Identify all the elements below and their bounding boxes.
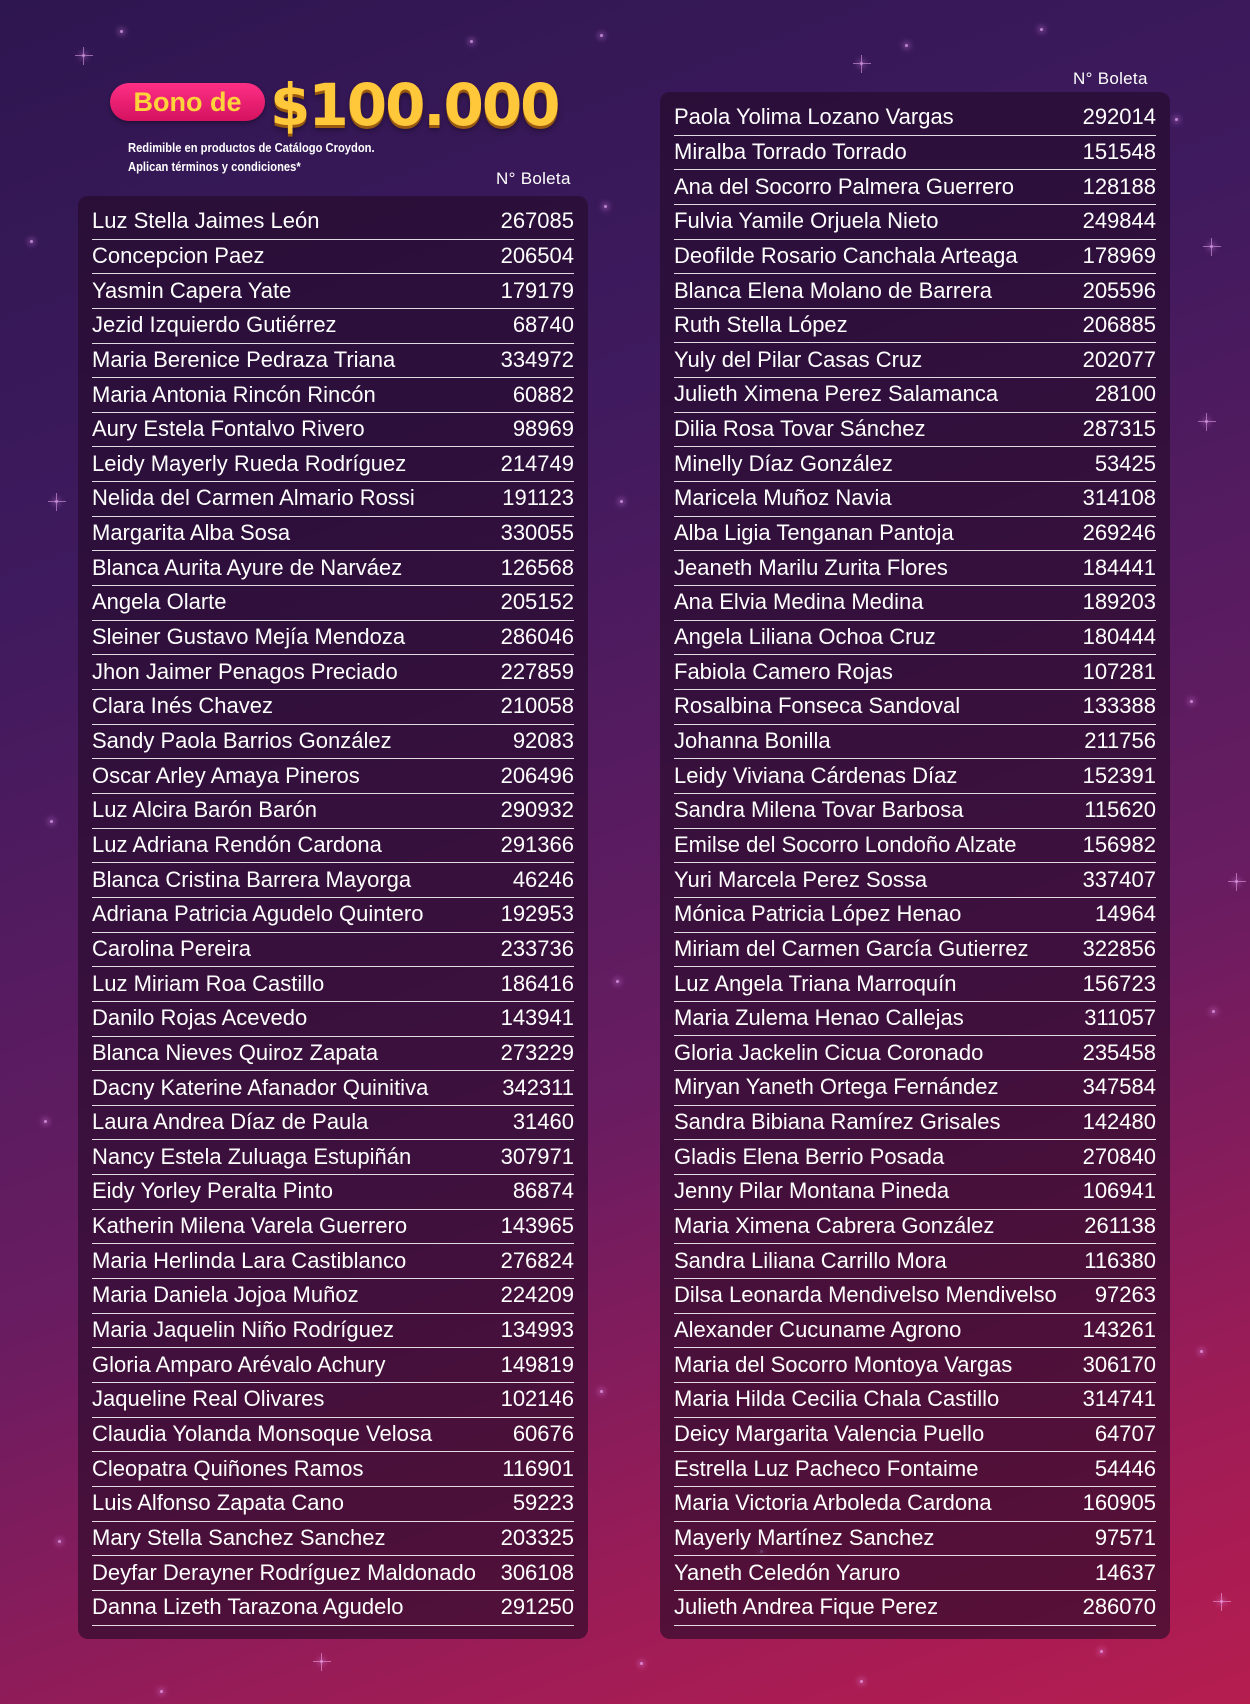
sparkle xyxy=(82,54,85,57)
winner-row xyxy=(92,1278,574,1314)
ticket-number: 276824 xyxy=(500,1247,574,1273)
winner-row xyxy=(92,585,574,621)
ticket-number: 102146 xyxy=(500,1386,574,1412)
winner-name: Katherin Milena Varela Guerrero xyxy=(92,1213,408,1239)
winner-row xyxy=(674,862,1156,898)
winner-name: Luis Alfonso Zapata Cano xyxy=(92,1490,344,1516)
winner-name: Jezid Izquierdo Gutiérrez xyxy=(92,312,337,338)
sparkle xyxy=(1205,420,1208,423)
left-column-header: N° Boleta xyxy=(496,169,571,188)
winner-name: Eidy Yorley Peralta Pinto xyxy=(92,1178,333,1204)
winner-name: Sandra Milena Tovar Barbosa xyxy=(674,797,964,823)
winner-name: Mayerly Martínez Sanchez xyxy=(674,1524,935,1550)
winner-name: Aury Estela Fontalvo Rivero xyxy=(92,416,365,442)
winner-row xyxy=(674,550,1156,586)
winner-row xyxy=(674,689,1156,725)
winner-row xyxy=(92,966,574,1002)
winner-row xyxy=(92,308,574,344)
winner-row xyxy=(92,1382,574,1418)
ticket-number: 202077 xyxy=(1082,346,1156,372)
ticket-number: 206496 xyxy=(500,762,574,788)
ticket-number: 107281 xyxy=(1082,658,1156,684)
winner-row xyxy=(92,1417,574,1453)
ticket-number: 151548 xyxy=(1082,138,1156,164)
winner-row xyxy=(674,828,1156,864)
ticket-number: 152391 xyxy=(1082,762,1156,788)
winner-name: Jenny Pilar Montana Pineda xyxy=(674,1178,950,1204)
sparkle xyxy=(1175,118,1178,121)
winner-row xyxy=(674,1451,1156,1487)
sparkle xyxy=(860,1680,863,1683)
sparkle xyxy=(50,820,53,823)
ticket-number: 115620 xyxy=(1084,797,1156,823)
winner-name: Ruth Stella López xyxy=(674,312,848,338)
winner-row xyxy=(674,273,1156,309)
winner-name: Oscar Arley Amaya Pineros xyxy=(92,762,360,788)
winner-row xyxy=(674,1174,1156,1210)
winner-row xyxy=(674,932,1156,968)
ticket-number: 211756 xyxy=(1084,727,1156,753)
winner-row xyxy=(92,1209,574,1245)
sparkle xyxy=(470,40,473,43)
ticket-number: 233736 xyxy=(500,935,574,961)
winner-name: Maria Jaquelin Niño Rodríguez xyxy=(92,1317,395,1343)
winner-row xyxy=(674,1070,1156,1106)
sparkle xyxy=(30,240,33,243)
winner-name: Sleiner Gustavo Mejía Mendoza xyxy=(92,624,406,650)
winner-row xyxy=(674,1382,1156,1418)
winner-name: Deicy Margarita Valencia Puello xyxy=(674,1420,985,1446)
sparkle xyxy=(860,62,863,65)
winner-name: Maria Victoria Arboleda Cardona xyxy=(674,1490,992,1516)
winner-name: Nancy Estela Zuluaga Estupiñán xyxy=(92,1143,412,1169)
ticket-number: 249844 xyxy=(1082,208,1156,234)
winner-row xyxy=(92,204,574,240)
winner-name: Maricela Muñoz Navia xyxy=(674,485,892,511)
winner-name: Blanca Nieves Quiroz Zapata xyxy=(92,1039,379,1065)
ticket-number: 290932 xyxy=(500,797,574,823)
ticket-number: 178969 xyxy=(1082,242,1156,268)
winner-row xyxy=(92,1140,574,1176)
ticket-number: 160905 xyxy=(1082,1490,1156,1516)
sparkle xyxy=(320,1660,323,1663)
ticket-number: 286070 xyxy=(1082,1594,1156,1620)
winner-row xyxy=(92,239,574,275)
winner-name: Luz Angela Triana Marroquín xyxy=(674,970,957,996)
winner-row xyxy=(674,1278,1156,1314)
sparkle xyxy=(905,44,908,47)
winner-name: Alexander Cucuname Agrono xyxy=(674,1317,962,1343)
winner-row xyxy=(674,620,1156,656)
ticket-number: 269246 xyxy=(1082,520,1156,546)
winner-name: Maria Berenice Pedraza Triana xyxy=(92,346,396,372)
winner-row xyxy=(92,932,574,968)
winner-row xyxy=(92,1451,574,1487)
winner-row xyxy=(674,897,1156,933)
winner-name: Danna Lizeth Tarazona Agudelo xyxy=(92,1594,404,1620)
winner-name: Gladis Elena Berrio Posada xyxy=(674,1143,945,1169)
winner-name: Margarita Alba Sosa xyxy=(92,520,291,546)
bono-label: Bono de xyxy=(110,83,265,121)
winner-row xyxy=(674,758,1156,794)
bono-subtitle-line-1: Redimible en productos de Catálogo Croydon. xyxy=(128,140,375,155)
winner-row xyxy=(674,447,1156,483)
winner-name: Angela Olarte xyxy=(92,589,227,615)
winner-row xyxy=(674,1243,1156,1279)
right-winners-panel xyxy=(660,92,1170,1639)
ticket-number: 60676 xyxy=(512,1421,574,1447)
ticket-number: 267085 xyxy=(500,208,574,234)
ticket-number: 347584 xyxy=(1082,1074,1156,1100)
winner-row xyxy=(674,1313,1156,1349)
ticket-number: 286046 xyxy=(500,624,574,650)
winner-row xyxy=(674,377,1156,413)
ticket-number: 14637 xyxy=(1094,1559,1156,1585)
ticket-number: 92083 xyxy=(512,728,574,754)
winner-name: Jhon Jaimer Penagos Preciado xyxy=(92,658,398,684)
winner-name: Maria Zulema Henao Callejas xyxy=(674,1005,964,1031)
bono-subtitle-line-2: Aplican términos y condiciones* xyxy=(128,159,301,174)
ticket-number: 179179 xyxy=(500,277,574,303)
winner-name: Leidy Mayerly Rueda Rodríguez xyxy=(92,450,407,476)
ticket-number: 64707 xyxy=(1094,1420,1156,1446)
winner-row xyxy=(674,343,1156,379)
winner-name: Johanna Bonilla xyxy=(674,727,831,753)
winner-name: Carolina Pereira xyxy=(92,935,251,961)
winner-row xyxy=(674,1209,1156,1245)
winner-name: Jaqueline Real Olivares xyxy=(92,1386,325,1412)
winner-row xyxy=(92,1174,574,1210)
winner-name: Deofilde Rosario Canchala Arteaga xyxy=(674,242,1018,268)
ticket-number: 210058 xyxy=(500,693,574,719)
ticket-number: 54446 xyxy=(1094,1455,1156,1481)
winner-name: Yaneth Celedón Yaruro xyxy=(674,1559,901,1585)
winner-name: Maria Antonia Rincón Rincón xyxy=(92,381,376,407)
winner-name: Luz Alcira Barón Barón xyxy=(92,797,318,823)
sparkle xyxy=(160,1690,163,1693)
winner-name: Maria Daniela Jojoa Muñoz xyxy=(92,1282,359,1308)
winner-name: Sandra Bibiana Ramírez Grisales xyxy=(674,1109,1001,1135)
ticket-number: 97571 xyxy=(1094,1524,1156,1550)
ticket-number: 322856 xyxy=(1082,935,1156,961)
ticket-number: 86874 xyxy=(512,1178,574,1204)
ticket-number: 149819 xyxy=(500,1351,574,1377)
winner-row xyxy=(92,654,574,690)
winner-row xyxy=(92,862,574,898)
winner-name: Miryan Yaneth Ortega Fernández xyxy=(674,1074,999,1100)
winner-name: Maria Herlinda Lara Castiblanco xyxy=(92,1247,407,1273)
ticket-number: 106941 xyxy=(1082,1178,1156,1204)
ticket-number: 214749 xyxy=(500,450,574,476)
winner-row xyxy=(92,412,574,448)
winner-row xyxy=(674,1590,1156,1626)
winner-row xyxy=(92,481,574,517)
ticket-number: 191123 xyxy=(502,485,574,511)
winner-row xyxy=(674,1347,1156,1383)
winner-row xyxy=(92,828,574,864)
bono-amount: $100.000 xyxy=(270,71,559,139)
winner-name: Angela Liliana Ochoa Cruz xyxy=(674,624,936,650)
winner-row xyxy=(674,724,1156,760)
winner-row xyxy=(674,1140,1156,1176)
right-column-header: N° Boleta xyxy=(1073,69,1148,88)
winner-row xyxy=(674,169,1156,205)
ticket-number: 142480 xyxy=(1082,1109,1156,1135)
winner-row xyxy=(92,377,574,413)
ticket-number: 14964 xyxy=(1094,901,1156,927)
ticket-number: 180444 xyxy=(1082,624,1156,650)
winner-row xyxy=(674,1555,1156,1591)
winner-name: Concepcion Paez xyxy=(92,242,265,268)
ticket-number: 28100 xyxy=(1094,381,1156,407)
winner-name: Julieth Andrea Fique Perez xyxy=(674,1594,939,1620)
ticket-number: 60882 xyxy=(512,381,574,407)
ticket-number: 306108 xyxy=(500,1559,574,1585)
winner-name: Laura Andrea Díaz de Paula xyxy=(92,1109,369,1135)
winner-name: Maria del Socorro Montoya Vargas xyxy=(674,1351,1013,1377)
winner-row xyxy=(674,412,1156,448)
winner-name: Claudia Yolanda Monsoque Velosa xyxy=(92,1421,433,1447)
sparkle xyxy=(1190,700,1193,703)
ticket-number: 292014 xyxy=(1082,104,1156,130)
winner-row xyxy=(674,100,1156,136)
sparkle xyxy=(1040,28,1043,31)
winner-name: Blanca Elena Molano de Barrera xyxy=(674,277,992,303)
winner-name: Gloria Amparo Arévalo Achury xyxy=(92,1351,386,1377)
sparkle xyxy=(44,1120,47,1123)
winner-row xyxy=(674,204,1156,240)
ticket-number: 156723 xyxy=(1082,970,1156,996)
ticket-number: 291250 xyxy=(500,1594,574,1620)
ticket-number: 337407 xyxy=(1082,866,1156,892)
winner-row xyxy=(92,620,574,656)
sparkle xyxy=(620,500,623,503)
winner-name: Minelly Díaz González xyxy=(674,450,893,476)
winner-name: Gloria Jackelin Cicua Coronado xyxy=(674,1039,984,1065)
ticket-number: 291366 xyxy=(500,831,574,857)
ticket-number: 189203 xyxy=(1082,589,1156,615)
ticket-number: 270840 xyxy=(1082,1143,1156,1169)
left-winners-panel xyxy=(78,196,588,1639)
ticket-number: 184441 xyxy=(1082,554,1156,580)
ticket-number: 126568 xyxy=(500,554,574,580)
sparkle xyxy=(1210,245,1213,248)
winner-name: Dilia Rosa Tovar Sánchez xyxy=(674,416,926,442)
winner-name: Paola Yolima Lozano Vargas xyxy=(674,104,954,130)
winner-row xyxy=(92,551,574,587)
winner-row xyxy=(92,689,574,725)
ticket-number: 46246 xyxy=(512,866,574,892)
winner-name: Luz Miriam Roa Castillo xyxy=(92,970,325,996)
ticket-number: 205152 xyxy=(500,589,574,615)
winner-name: Estrella Luz Pacheco Fontaime xyxy=(674,1455,979,1481)
winner-row xyxy=(674,793,1156,829)
winner-row xyxy=(674,308,1156,344)
ticket-number: 143965 xyxy=(500,1213,574,1239)
ticket-number: 224209 xyxy=(500,1282,574,1308)
sparkle xyxy=(600,34,603,37)
winner-name: Rosalbina Fonseca Sandoval xyxy=(674,693,961,719)
winner-name: Ana del Socorro Palmera Guerrero xyxy=(674,173,1014,199)
sparkle xyxy=(120,30,123,33)
winner-name: Mónica Patricia López Henao xyxy=(674,901,962,927)
ticket-number: 306170 xyxy=(1082,1351,1156,1377)
winner-name: Luz Stella Jaimes León xyxy=(92,208,320,234)
winner-row xyxy=(92,1347,574,1383)
sparkle xyxy=(1200,1350,1203,1353)
winner-row xyxy=(92,897,574,933)
winner-row xyxy=(92,516,574,552)
ticket-number: 128188 xyxy=(1082,173,1156,199)
winner-name: Sandy Paola Barrios González xyxy=(92,728,392,754)
winner-name: Sandra Liliana Carrillo Mora xyxy=(674,1247,947,1273)
winner-row xyxy=(92,724,574,760)
sparkle xyxy=(616,980,619,983)
winner-row xyxy=(674,481,1156,517)
winner-name: Jeaneth Marilu Zurita Flores xyxy=(674,554,948,580)
ticket-number: 330055 xyxy=(500,520,574,546)
winner-row xyxy=(674,654,1156,690)
winner-row xyxy=(674,516,1156,552)
winner-name: Ana Elvia Medina Medina xyxy=(674,589,924,615)
winner-row xyxy=(92,1486,574,1522)
ticket-number: 273229 xyxy=(500,1039,574,1065)
winner-name: Clara Inés Chavez xyxy=(92,693,273,719)
winner-name: Cleopatra Quiñones Ramos xyxy=(92,1455,364,1481)
winner-name: Blanca Aurita Ayure de Narváez xyxy=(92,554,403,580)
ticket-number: 98969 xyxy=(512,416,574,442)
winner-name: Miriam del Carmen García Gutierrez xyxy=(674,935,1029,961)
winner-row xyxy=(674,1417,1156,1453)
winner-name: Mary Stella Sanchez Sanchez xyxy=(92,1524,386,1550)
winner-row xyxy=(92,273,574,309)
ticket-number: 203325 xyxy=(500,1524,574,1550)
winner-row xyxy=(674,1105,1156,1141)
winner-name: Dacny Katerine Afanador Quinitiva xyxy=(92,1074,429,1100)
winner-row xyxy=(92,1313,574,1349)
winner-name: Miralba Torrado Torrado xyxy=(674,138,907,164)
ticket-number: 342311 xyxy=(502,1074,574,1100)
winner-name: Leidy Viviana Cárdenas Díaz xyxy=(674,762,958,788)
sparkle xyxy=(640,1662,643,1665)
winner-name: Maria Ximena Cabrera González xyxy=(674,1213,995,1239)
ticket-number: 134993 xyxy=(500,1317,574,1343)
winner-row xyxy=(92,1555,574,1591)
winner-row xyxy=(674,239,1156,275)
winner-row xyxy=(92,447,574,483)
ticket-number: 59223 xyxy=(512,1490,574,1516)
winner-row xyxy=(674,1486,1156,1522)
ticket-number: 116901 xyxy=(502,1455,574,1481)
sparkle xyxy=(58,1540,61,1543)
winner-name: Luz Adriana Rendón Cardona xyxy=(92,831,382,857)
sparkle xyxy=(1235,880,1238,883)
winner-row xyxy=(674,1001,1156,1037)
ticket-number: 314108 xyxy=(1082,485,1156,511)
ticket-number: 287315 xyxy=(1082,416,1156,442)
winner-name: Deyfar Derayner Rodríguez Maldonado xyxy=(92,1559,476,1585)
winner-row xyxy=(92,1521,574,1557)
winner-name: Maria Hilda Cecilia Chala Castillo xyxy=(674,1386,1000,1412)
ticket-number: 31460 xyxy=(512,1109,574,1135)
winner-row xyxy=(92,758,574,794)
winner-name: Blanca Cristina Barrera Mayorga xyxy=(92,866,412,892)
winner-row xyxy=(674,1521,1156,1557)
ticket-number: 334972 xyxy=(500,346,574,372)
ticket-number: 192953 xyxy=(500,901,574,927)
winner-name: Julieth Ximena Perez Salamanca xyxy=(674,381,999,407)
winner-row xyxy=(92,1244,574,1280)
ticket-number: 143941 xyxy=(500,1005,574,1031)
winner-row xyxy=(92,1105,574,1141)
winner-row xyxy=(92,1036,574,1072)
ticket-number: 314741 xyxy=(1082,1386,1156,1412)
ticket-number: 53425 xyxy=(1094,450,1156,476)
sparkle xyxy=(1212,1010,1215,1013)
ticket-number: 206504 xyxy=(500,242,574,268)
winner-row xyxy=(92,1590,574,1626)
sparkle xyxy=(55,500,58,503)
sparkle xyxy=(1220,1600,1223,1603)
ticket-number: 156982 xyxy=(1082,831,1156,857)
winner-row xyxy=(674,966,1156,1002)
winner-row xyxy=(92,793,574,829)
ticket-number: 116380 xyxy=(1084,1247,1156,1273)
ticket-number: 307971 xyxy=(500,1143,574,1169)
sparkle xyxy=(1100,1650,1103,1653)
winner-name: Dilsa Leonarda Mendivelso Mendivelso xyxy=(674,1282,1057,1308)
winner-name: Yasmin Capera Yate xyxy=(92,277,292,303)
sparkle xyxy=(600,1390,603,1393)
bono-subtitle xyxy=(128,138,403,176)
ticket-number: 133388 xyxy=(1082,693,1156,719)
winner-name: Danilo Rojas Acevedo xyxy=(92,1005,308,1031)
ticket-number: 227859 xyxy=(500,658,574,684)
ticket-number: 311057 xyxy=(1084,1005,1156,1031)
sparkle xyxy=(604,205,607,208)
ticket-number: 68740 xyxy=(512,312,574,338)
winner-name: Fabiola Camero Rojas xyxy=(674,658,893,684)
ticket-number: 206885 xyxy=(1082,312,1156,338)
winner-row xyxy=(674,585,1156,621)
winner-row xyxy=(92,1070,574,1106)
winner-name: Nelida del Carmen Almario Rossi xyxy=(92,485,415,511)
ticket-number: 97263 xyxy=(1094,1282,1156,1308)
winner-name: Adriana Patricia Agudelo Quintero xyxy=(92,901,424,927)
winner-name: Yuly del Pilar Casas Cruz xyxy=(674,346,923,372)
winner-name: Yuri Marcela Perez Sossa xyxy=(674,866,928,892)
winner-name: Fulvia Yamile Orjuela Nieto xyxy=(674,208,939,234)
ticket-number: 205596 xyxy=(1082,277,1156,303)
winner-name: Alba Ligia Tenganan Pantoja xyxy=(674,520,954,546)
winner-row xyxy=(674,1036,1156,1072)
winner-name: Emilse del Socorro Londoño Alzate xyxy=(674,831,1017,857)
winner-row xyxy=(674,135,1156,171)
ticket-number: 235458 xyxy=(1082,1039,1156,1065)
winner-row xyxy=(92,343,574,379)
ticket-number: 143261 xyxy=(1082,1317,1156,1343)
ticket-number: 261138 xyxy=(1084,1213,1156,1239)
ticket-number: 186416 xyxy=(500,970,574,996)
winner-row xyxy=(92,1001,574,1037)
